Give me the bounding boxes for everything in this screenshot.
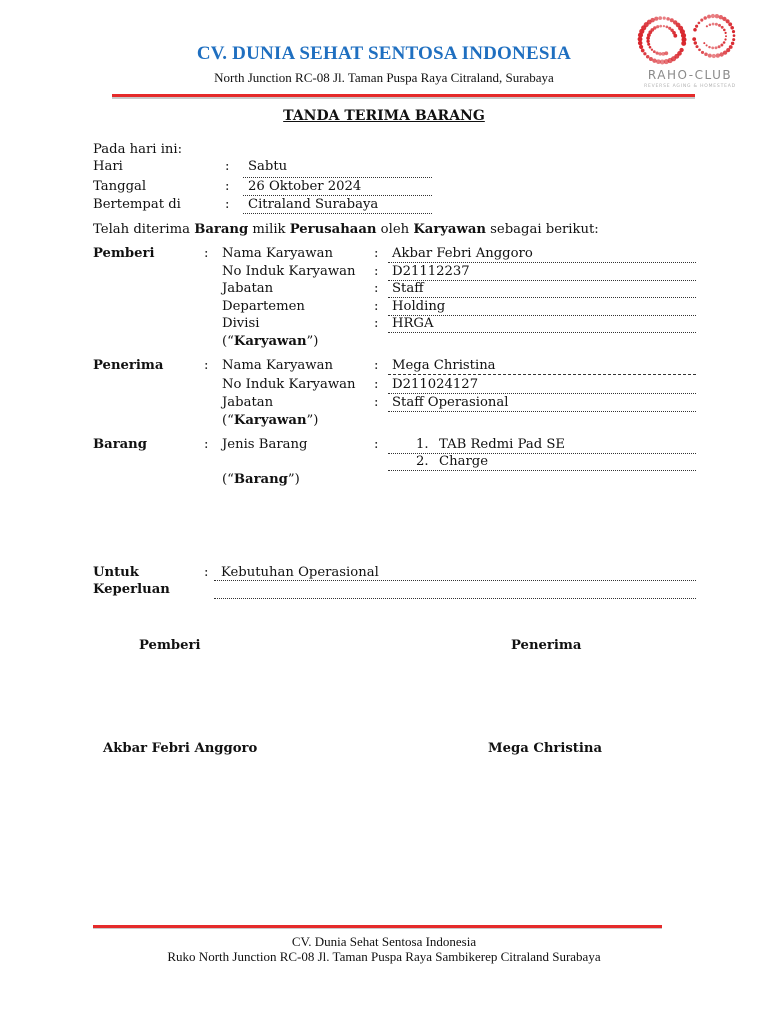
pemberi-nama-label: Nama Karyawan bbox=[222, 246, 333, 261]
footer-company: CV. Dunia Sehat Sentosa Indonesia bbox=[291, 934, 477, 949]
logo-dot bbox=[716, 53, 720, 57]
tempat-label: Bertempat di bbox=[93, 197, 181, 212]
penerima-nama-label: Nama Karyawan bbox=[222, 358, 333, 373]
logo-dot bbox=[646, 40, 649, 43]
barang-note: (“Barang”) bbox=[222, 472, 300, 487]
logo-dot bbox=[652, 59, 656, 63]
keperluan-label-line2: Keperluan bbox=[93, 582, 170, 597]
logo-dots-icon bbox=[614, 6, 759, 68]
logo-dot bbox=[711, 47, 714, 50]
barang-item-name: TAB Redmi Pad SE bbox=[439, 437, 566, 452]
footer-address: Ruko North Junction RC-08 Jl. Taman Puspa Raya Sambikerep Citraland Surabaya bbox=[167, 949, 601, 964]
logo-dot bbox=[732, 30, 735, 33]
logo-dot bbox=[639, 45, 643, 49]
signature-giver-role: Pemberi bbox=[139, 638, 201, 653]
logo-dot bbox=[712, 54, 716, 58]
penerima-jabatan-label: Jabatan bbox=[222, 395, 274, 410]
pemberi-nik-colon: : bbox=[374, 264, 379, 279]
keperluan-label-line1: Untuk bbox=[93, 565, 139, 580]
pemberi-nama-colon: : bbox=[374, 246, 379, 261]
hari-value: Sabtu bbox=[248, 159, 288, 174]
tanggal-label: Tanggal bbox=[93, 179, 147, 194]
pemberi-nik-line bbox=[388, 280, 696, 281]
keperluan-value: Kebutuhan Operasional bbox=[221, 565, 379, 580]
raho-club-logo bbox=[614, 6, 759, 96]
pemberi-colon: : bbox=[204, 246, 209, 261]
logo-dot bbox=[724, 38, 726, 40]
penerima-colon: : bbox=[204, 358, 209, 373]
logo-dot bbox=[729, 45, 733, 49]
hari-label: Hari bbox=[93, 159, 123, 174]
logo-dot bbox=[656, 52, 659, 55]
barang-label: Barang bbox=[93, 437, 147, 452]
pemberi-divisi-line bbox=[388, 332, 696, 333]
logo-dot bbox=[692, 37, 696, 41]
logo-dot bbox=[733, 34, 736, 37]
penerima-label: Penerima bbox=[93, 358, 164, 373]
logo-dot bbox=[659, 25, 662, 28]
pemberi-divisi-value: HRGA bbox=[392, 316, 434, 331]
barang-item-line bbox=[388, 453, 696, 454]
logo-dot bbox=[653, 50, 656, 53]
pemberi-jabatan-colon: : bbox=[374, 281, 379, 296]
hari-colon: : bbox=[225, 159, 230, 174]
tanggal-value: 26 Oktober 2024 bbox=[248, 179, 362, 194]
penerima-jabatan-colon: : bbox=[374, 395, 379, 410]
logo-dot bbox=[711, 14, 715, 18]
logo-dot bbox=[651, 49, 653, 51]
intro-label: Pada hari ini: bbox=[93, 142, 183, 157]
barang-colon: : bbox=[204, 437, 209, 452]
pemberi-departemen-line bbox=[388, 315, 696, 316]
company-address: North Junction RC-08 Jl. Taman Puspa Raya Citraland, Surabaya bbox=[214, 70, 554, 85]
logo-dot bbox=[653, 26, 656, 29]
signature-receiver-name: Mega Christina bbox=[488, 741, 603, 756]
keperluan-line-1 bbox=[214, 580, 696, 581]
logo-dot bbox=[721, 26, 724, 29]
logo-dot bbox=[656, 25, 659, 28]
logo-dot bbox=[698, 22, 701, 25]
logo-dot bbox=[730, 26, 734, 30]
barang-item-number: 1. bbox=[416, 437, 429, 452]
barang-item-line bbox=[388, 470, 696, 471]
penerima-nik-colon: : bbox=[374, 377, 379, 392]
logo-dot bbox=[681, 41, 686, 46]
logo-dot bbox=[649, 57, 653, 61]
logo-dot bbox=[707, 15, 711, 19]
logo-dot bbox=[663, 17, 666, 20]
penerima-nik-label: No Induk Karyawan bbox=[222, 377, 356, 392]
logo-dot bbox=[649, 46, 652, 49]
penerima-nama-line bbox=[388, 374, 696, 375]
penerima-note: (“Karyawan”) bbox=[222, 413, 319, 428]
logo-dot bbox=[708, 46, 710, 48]
company-name: CV. DUNIA SEHAT SENTOSA INDONESIA bbox=[196, 43, 572, 64]
logo-dot bbox=[731, 42, 734, 45]
signature-receiver-role: Penerima bbox=[511, 638, 582, 653]
pemberi-divisi-colon: : bbox=[374, 316, 379, 331]
logo-dot bbox=[725, 35, 727, 37]
logo-dot bbox=[732, 38, 735, 41]
logo-dot bbox=[723, 41, 726, 44]
logo-dot bbox=[666, 26, 669, 29]
penerima-nama-colon: : bbox=[374, 358, 379, 373]
logo-dot bbox=[715, 14, 719, 18]
jenis-barang-label: Jenis Barang bbox=[222, 437, 308, 452]
pemberi-nik-label: No Induk Karyawan bbox=[222, 264, 356, 279]
logo-dot bbox=[694, 41, 697, 44]
logo-dot bbox=[725, 32, 727, 34]
logo-dot bbox=[693, 28, 697, 32]
pemberi-note: (“Karyawan”) bbox=[222, 334, 319, 349]
logo-dot bbox=[706, 44, 708, 46]
logo-dot bbox=[719, 52, 723, 56]
logo-dot bbox=[701, 51, 704, 54]
logo-dot bbox=[700, 19, 703, 22]
logo-dot bbox=[654, 17, 658, 21]
pemberi-departemen-label: Departemen bbox=[222, 299, 305, 314]
keperluan-colon: : bbox=[204, 565, 209, 580]
logo-dot bbox=[641, 49, 645, 53]
logo-dot bbox=[708, 54, 712, 58]
tempat-line bbox=[243, 213, 432, 214]
penerima-nama-value: Mega Christina bbox=[392, 358, 496, 373]
logo-dot bbox=[658, 16, 662, 20]
barang-item-number: 2. bbox=[416, 454, 429, 469]
barang-item-name: Charge bbox=[439, 454, 488, 469]
logo-dot bbox=[647, 43, 650, 46]
logo-dot bbox=[715, 46, 718, 49]
logo-dot bbox=[695, 25, 698, 28]
jenis-barang-colon: : bbox=[374, 437, 379, 452]
logo-dot bbox=[703, 42, 705, 44]
logo-dot bbox=[709, 23, 712, 26]
logo-dot bbox=[661, 52, 665, 56]
tempat-colon: : bbox=[225, 197, 230, 212]
pemberi-jabatan-value: Staff bbox=[392, 281, 424, 296]
logo-dot bbox=[723, 29, 726, 32]
logo-dot bbox=[715, 23, 718, 26]
logo-dot bbox=[643, 52, 646, 55]
logo-dot bbox=[706, 25, 708, 27]
tempat-value: Citraland Surabaya bbox=[248, 197, 379, 212]
logo-dot bbox=[728, 22, 732, 26]
pemberi-nik-value: D21112237 bbox=[392, 264, 470, 279]
logo-dot bbox=[646, 55, 649, 58]
penerima-jabatan-line bbox=[388, 411, 696, 412]
pemberi-jabatan-label: Jabatan bbox=[222, 281, 274, 296]
logo-dot bbox=[718, 24, 721, 27]
tanggal-colon: : bbox=[225, 179, 230, 194]
penerima-jabatan-value: Staff Operasional bbox=[392, 395, 509, 410]
logo-dot bbox=[720, 44, 723, 47]
statement: Telah diterima Barang milik Perusahaan oleh Karyawan sebagai berikut: bbox=[93, 222, 599, 237]
logo-tagline: REVERSE AGING & HOMESTEAD bbox=[644, 84, 736, 89]
logo-dot bbox=[712, 23, 715, 26]
logo-dot bbox=[698, 48, 701, 51]
logo-dot bbox=[666, 17, 670, 21]
header-rule-shadow bbox=[112, 97, 695, 99]
logo-wordmark: RAHO-CLUB bbox=[647, 68, 733, 82]
penerima-nik-value: D211024127 bbox=[392, 377, 479, 392]
document-title: TANDA TERIMA BARANG bbox=[283, 108, 485, 124]
logo-dot bbox=[703, 16, 707, 20]
logo-dot bbox=[650, 18, 655, 23]
keperluan-line-2 bbox=[214, 598, 696, 599]
logo-dot bbox=[718, 45, 721, 48]
pemberi-label: Pemberi bbox=[93, 246, 155, 261]
signature-giver-name: Akbar Febri Anggoro bbox=[103, 741, 258, 756]
logo-dot bbox=[704, 53, 708, 57]
logo-dot bbox=[673, 34, 677, 38]
logo-dot bbox=[656, 59, 661, 64]
pemberi-nama-value: Akbar Febri Anggoro bbox=[392, 246, 533, 261]
pemberi-departemen-value: Holding bbox=[392, 299, 446, 314]
pemberi-divisi-label: Divisi bbox=[222, 316, 260, 331]
pemberi-departemen-colon: : bbox=[374, 299, 379, 314]
logo-dot bbox=[663, 25, 665, 27]
logo-dot bbox=[658, 52, 662, 56]
footer-rule-shadow bbox=[93, 928, 662, 929]
logo-dot bbox=[695, 45, 698, 48]
